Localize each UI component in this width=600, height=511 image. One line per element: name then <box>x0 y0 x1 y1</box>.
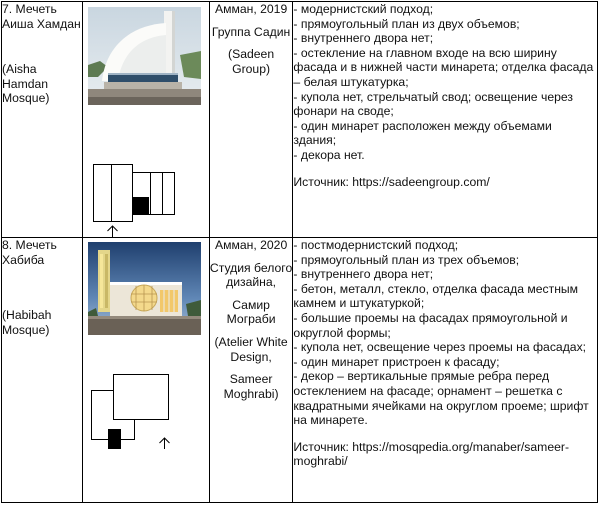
list-item: - внутреннего двора нет; <box>293 267 434 282</box>
location-line: Группа Садин <box>211 24 291 39</box>
location-line: Самир Мограби <box>226 297 276 327</box>
list-item: - один минарет расположен между объемами здания; <box>293 118 552 148</box>
table-row <box>2 2 598 238</box>
list-item: - декора нет. <box>293 147 365 162</box>
north-arrow-icon <box>107 226 117 237</box>
location-line: Sameer Moghrabi) <box>223 372 279 401</box>
list-item: - бетон, металл, стекло, отделка фасада местным камнем и штукатуркой; <box>293 281 579 311</box>
plan-diagram <box>88 366 200 458</box>
features-cell <box>293 2 598 238</box>
mosque-name-ru: 8. Мечеть Хабиба <box>2 238 57 267</box>
list-item: - остекление на главном входе на всю ширину фасада и в нижней части минарета; отделка фасада – белая штукатурка; <box>293 45 594 89</box>
mosque-name-en: (Aisha Hamdan Mosque) <box>2 62 50 106</box>
location-line: Студия белого дизайна, <box>209 260 293 290</box>
mosque-comparison-table <box>1 1 598 503</box>
list-item: - один минарет пристроен к фасаду; <box>293 354 500 369</box>
list-item: - прямоугольный план из трех объемов; <box>293 252 520 267</box>
list-item: - большие проемы на фасадах прямоугольной и округлой формы; <box>293 310 568 340</box>
mosque-name-cell <box>2 2 83 238</box>
source-text: Источник: https://mosqpedia.org/manaber/sameer-moghrabi/ <box>293 439 569 469</box>
mosque-photo <box>88 7 201 105</box>
mosque-name-cell <box>2 238 83 503</box>
list-item: - декор – вертикальные прямые ребра перед остеклением на фасаде; орнамент – решетка с квадратными ячейками на округлом проеме; шрифт на минарете. <box>293 369 589 428</box>
list-item: - купола нет, стрельчатый свод; освещение через фонари на своде; <box>293 89 573 119</box>
mosque-name-ru: 7. Мечеть Аиша Хамдан <box>2 2 81 31</box>
plan-diagram <box>88 150 200 238</box>
image-cell <box>82 2 209 238</box>
image-cell <box>82 238 209 503</box>
list-item: - постмодернистский подход; <box>293 238 459 252</box>
location-line: (Sadeen Group) <box>228 47 275 76</box>
location-cell <box>209 238 293 503</box>
list-item: - купола нет, освещение через проемы на фасадах; <box>293 340 587 355</box>
location-line: (Atelier White Design, <box>214 334 288 364</box>
table-row <box>2 238 598 503</box>
location-cell <box>209 2 293 238</box>
location-line: Амман, 2020 <box>214 238 288 252</box>
mosque-name-en: (Habibah Mosque) <box>2 308 52 337</box>
list-item: - прямоугольный план из двух объемов; <box>293 16 520 31</box>
source-text: Источник: https://sadeengroup.com/ <box>293 174 490 189</box>
features-cell <box>293 238 598 503</box>
north-arrow-icon <box>159 438 169 449</box>
list-item: - внутреннего двора нет; <box>293 31 434 46</box>
feature-list <box>293 2 597 163</box>
feature-list <box>293 238 597 428</box>
list-item: - модернистский подход; <box>293 2 434 16</box>
location-line: Амман, 2019 <box>214 2 288 16</box>
mosque-photo <box>88 242 201 335</box>
